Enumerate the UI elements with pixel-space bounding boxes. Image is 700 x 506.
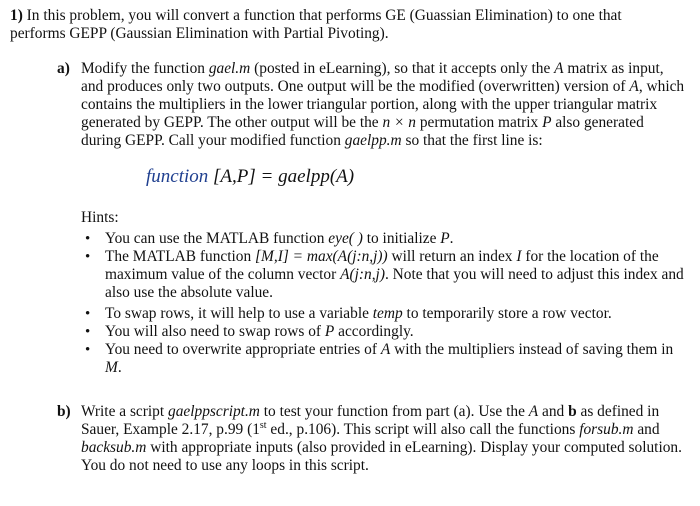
problem-page <box>10 7 690 475</box>
part-a-text: Modify the function gael.m (posted in eLearning), so that it accepts only the A matrix as input, and produces only two outputs. One output will be the modified (overwritten) version of A, which contains the multipliers in the lower triangular portion, along with the upper triangular matrix generated by GEPP. The other output will be the n × n permutation matrix P also generated during GEPP. Call your modified function gaelpp.m so that the first line is: <box>81 60 685 149</box>
list-item: • You can use the MATLAB function eye( ) to initialize P. <box>85 230 454 247</box>
problem-number: 1) <box>10 7 23 24</box>
bullet-icon: • <box>85 231 91 247</box>
part-b-label: b) <box>57 403 71 420</box>
list-item: • You need to overwrite appropriate entries of A with the multipliers instead of saving them in M. <box>85 341 674 376</box>
bullet-icon: • <box>85 324 91 340</box>
part-a-label: a) <box>57 60 70 77</box>
part-b-text: Write a script gaelppscript.m to test your function from part (a). Use the A and b as defined in Sauer, Example 2.17, p.99 (1st ed., p.106). This script will also call the functions forsub.m and backsub.m with appropriate inputs (also provided in eLearning). Display your computed solution. You do not need to use any loops in this script. <box>81 403 682 474</box>
bullet-icon: • <box>85 306 91 322</box>
part-b <box>57 403 686 475</box>
hints-list <box>81 230 686 377</box>
function-keyword: function <box>146 166 209 187</box>
part-a <box>57 60 686 377</box>
list-item: • You will also need to swap rows of P accordingly. <box>85 323 414 340</box>
list-item: • The MATLAB function [M,I] = max(A(j:n,j)) will return an index I for the location of the maximum value of the column vector A(j:n,j). Note that you will need to adjust this index and also use the absolute value. <box>85 248 684 301</box>
bullet-icon: • <box>85 342 91 358</box>
function-signature: function [A,P] = gaelpp(A) <box>146 166 355 187</box>
problem-intro: 1) In this problem, you will convert a function that performs GE (Guassian Elimination) to one that performs GEPP (Gaussian Elimination with Partial Pivoting). <box>10 7 622 42</box>
list-item: • To swap rows, it will help to use a variable temp to temporarily store a row vector. <box>85 305 612 322</box>
bullet-icon: • <box>85 249 91 265</box>
hints-heading: Hints: <box>81 209 119 226</box>
